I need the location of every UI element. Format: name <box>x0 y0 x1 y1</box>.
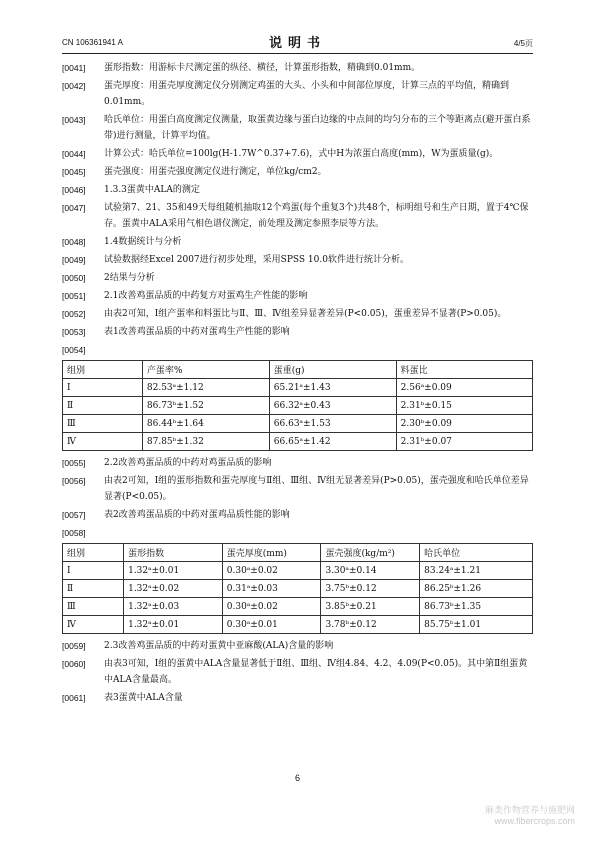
paragraph-text <box>104 525 533 541</box>
paragraph <box>62 78 533 110</box>
table-cell: 3.85ᵇ±0.21 <box>321 598 420 616</box>
paragraph-text: 蛋壳强度：用蛋壳强度测定仪进行测定，单位kg/cm2。 <box>104 167 327 177</box>
table-cell: 3.75ᵇ±0.12 <box>321 580 420 598</box>
paragraph-number: [0041] <box>62 63 86 73</box>
table-cell: Ⅱ <box>63 580 124 598</box>
page-indicator: 4/5页 <box>513 39 533 48</box>
paragraph-number: [0045] <box>62 167 86 177</box>
paragraph <box>62 455 533 471</box>
table-cell: 66.32ᵃ±0.43 <box>269 397 396 415</box>
table-cell: 0.30ᵃ±0.01 <box>222 616 321 634</box>
table-cell: Ⅲ <box>63 415 143 433</box>
paragraph-text: 表3蛋黄中ALA含量 <box>104 693 183 703</box>
watermark-site-name: 麻类作物营养与施肥网 <box>484 805 575 815</box>
column-header: 料蛋比 <box>396 361 532 379</box>
paragraph-text: 蛋壳厚度：用蛋壳厚度测定仪分别测定鸡蛋的大头、小头和中间部位厚度，计算三点的平均值，精确到0.01mm。 <box>104 81 510 107</box>
paragraph-text: 2.2改善鸡蛋品质的中药对鸡蛋品质的影响 <box>104 458 272 468</box>
paragraph <box>62 324 533 340</box>
table-header-row <box>63 544 533 562</box>
paragraph-text: 1.4数据统计与分析 <box>104 237 182 247</box>
paragraph-number: [0054] <box>62 345 86 355</box>
table-cell: I <box>63 379 143 397</box>
column-header: 组别 <box>63 361 143 379</box>
document-number: CN 106361941 A <box>62 38 123 47</box>
paragraph-number: [0044] <box>62 149 86 159</box>
table-cell: 66.65ᵃ±1.42 <box>269 433 396 451</box>
paragraph-text: 2.3改善鸡蛋品质的中药对蛋黄中亚麻酸(ALA)含量的影响 <box>104 641 334 651</box>
paragraph-number: [0051] <box>62 291 86 301</box>
paragraph-number: [0042] <box>62 81 86 91</box>
watermark <box>485 803 575 826</box>
paragraph-number: [0050] <box>62 273 86 283</box>
paragraph-number: [0046] <box>62 185 86 195</box>
table-cell: 2.30ᵇ±0.09 <box>396 415 532 433</box>
paragraph-number: [0061] <box>62 693 86 703</box>
paragraph-text: 由表2可知，I组产蛋率和料蛋比与Ⅱ、Ⅲ、Ⅳ组差异显著差异(P<0.05)，蛋重差异不显著(P>0.05)。 <box>104 309 507 319</box>
table-cell: 86.25ᵇ±1.26 <box>420 580 533 598</box>
paragraph-text: 计算公式：哈氏单位=100lg(H-1.7W^0.37+7.6)，式中H为浓蛋白高度(mm)，W为蛋质量(g)。 <box>104 149 499 159</box>
table-row <box>63 433 533 451</box>
paragraph-text: 2.1改善鸡蛋品质的中药复方对蛋鸡生产性能的影响 <box>104 291 308 301</box>
page-header <box>62 30 533 52</box>
table-cell: 2.31ᵇ±0.07 <box>396 433 532 451</box>
paragraph-number: [0056] <box>62 476 86 486</box>
table-cell: 65.21ᵃ±1.43 <box>269 379 396 397</box>
paragraph <box>62 252 533 268</box>
paragraph-text: 2结果与分析 <box>104 273 155 283</box>
paragraph <box>62 473 533 505</box>
paragraph <box>62 288 533 304</box>
table-cell: Ⅳ <box>63 616 124 634</box>
paragraph-number: [0043] <box>62 115 86 125</box>
paragraph-text: 哈氏单位：用蛋白高度测定仪测量，取蛋黄边缘与蛋白边缘的中点间的均匀分布的三个等距离点(避开蛋白系带)进行测量，计算平均值。 <box>104 115 531 141</box>
paragraph <box>62 525 533 541</box>
table-cell: 86.44ᵇ±1.64 <box>142 415 269 433</box>
table-cell: 1.32ᵃ±0.01 <box>124 616 223 634</box>
paragraph-text: 表1改善鸡蛋品质的中药对蛋鸡生产性能的影响 <box>104 327 290 337</box>
paragraph <box>62 164 533 180</box>
paragraph <box>62 690 533 706</box>
paragraph-text: 试验数据经Excel 2007进行初步处理，采用SPSS 10.0软件进行统计分析。 <box>104 255 409 265</box>
table-cell: 0.31ᵃ±0.03 <box>222 580 321 598</box>
table-cell: 87.85ᵇ±1.32 <box>142 433 269 451</box>
table-cell: 2.56ᵃ±0.09 <box>396 379 532 397</box>
paragraph <box>62 200 533 232</box>
table-cell: 0.30ᵃ±0.02 <box>222 598 321 616</box>
table-cell: 3.78ᵇ±0.12 <box>321 616 420 634</box>
paragraph-number: [0055] <box>62 458 86 468</box>
table-production-performance <box>62 360 533 451</box>
table-row <box>63 397 533 415</box>
paragraph <box>62 112 533 144</box>
paragraph <box>62 270 533 286</box>
table-cell: 1.32ᵃ±0.02 <box>124 580 223 598</box>
table-cell: 82.53ᵃ±1.12 <box>142 379 269 397</box>
column-header: 蛋壳强度(kg/m²) <box>321 544 420 562</box>
paragraph <box>62 182 533 198</box>
paragraph-number: [0060] <box>62 659 86 669</box>
document-body <box>62 60 533 708</box>
table-row <box>63 562 533 580</box>
column-header: 蛋形指数 <box>124 544 223 562</box>
paragraph <box>62 507 533 523</box>
table-row <box>63 598 533 616</box>
table-cell: 0.30ᵃ±0.02 <box>222 562 321 580</box>
table-row <box>63 415 533 433</box>
page-title: 说明书 <box>268 36 326 51</box>
paragraph-text <box>104 342 533 358</box>
header-divider <box>62 53 533 54</box>
paragraph-group-1 <box>62 60 533 358</box>
paragraph-number: [0057] <box>62 510 86 520</box>
table-cell: 2.31ᵇ±0.15 <box>396 397 532 415</box>
table-cell: 86.73ᵇ±1.52 <box>142 397 269 415</box>
page-number: 6 <box>294 773 300 783</box>
paragraph-number: [0048] <box>62 237 86 247</box>
table-header-row <box>63 361 533 379</box>
table-cell: 1.32ᵃ±0.01 <box>124 562 223 580</box>
paragraph-number: [0058] <box>62 528 86 538</box>
table-cell: 3.30ᵃ±0.14 <box>321 562 420 580</box>
table-cell: Ⅳ <box>63 433 143 451</box>
table-cell: 66.63ᵃ±1.53 <box>269 415 396 433</box>
paragraph-text: 蛋形指数：用游标卡尺测定蛋的纵径、横径，计算蛋形指数，精确到0.01mm。 <box>104 63 421 73</box>
paragraph <box>62 60 533 76</box>
table-cell: 86.73ᵇ±1.35 <box>420 598 533 616</box>
column-header: 哈氏单位 <box>420 544 533 562</box>
table-row <box>63 616 533 634</box>
paragraph <box>62 342 533 358</box>
paragraph-text: 1.3.3蛋黄中ALA的测定 <box>104 185 200 195</box>
paragraph-text: 试验第7、21、35和49天每组随机抽取12个鸡蛋(每个重复3个)共48个，标明组号和生产日期，置于4℃保存。蛋黄中ALA采用气相色谱仪测定，前处理及测定参照李辰等方法。 <box>104 203 529 229</box>
paragraph-group-3 <box>62 638 533 706</box>
paragraph <box>62 306 533 322</box>
paragraph-number: [0053] <box>62 327 86 337</box>
table-cell: Ⅱ <box>63 397 143 415</box>
table-cell: I <box>63 562 124 580</box>
paragraph-number: [0047] <box>62 203 86 213</box>
table-egg-quality <box>62 543 533 634</box>
paragraph <box>62 146 533 162</box>
watermark-url: www.fibercrops.com <box>494 816 575 826</box>
column-header: 蛋重(g) <box>269 361 396 379</box>
paragraph-text: 表2改善鸡蛋品质的中药对蛋鸡品质性能的影响 <box>104 510 290 520</box>
table-row <box>63 580 533 598</box>
paragraph <box>62 656 533 688</box>
table-cell: 85.75ᵇ±1.01 <box>420 616 533 634</box>
table-row <box>63 379 533 397</box>
paragraph-number: [0052] <box>62 309 86 319</box>
paragraph <box>62 234 533 250</box>
table-cell: 1.32ᵃ±0.03 <box>124 598 223 616</box>
paragraph-number: [0049] <box>62 255 86 265</box>
column-header: 组别 <box>63 544 124 562</box>
table-cell: 83.24ᵃ±1.21 <box>420 562 533 580</box>
paragraph-text: 由表3可知，I组的蛋黄中ALA含量显著低于Ⅱ组、Ⅲ组、Ⅳ组4.84、4.2、4.09(P<0.05)。其中第Ⅱ组蛋黄中ALA含量最高。 <box>104 659 528 685</box>
column-header: 产蛋率% <box>142 361 269 379</box>
table-cell: Ⅲ <box>63 598 124 616</box>
paragraph-text: 由表2可知，I组的蛋形指数和蛋壳厚度与Ⅱ组、Ⅲ组、Ⅳ组无显著差异(P>0.05)，蛋壳强度和哈氏单位差异显著(P<0.05)。 <box>104 476 529 502</box>
paragraph <box>62 638 533 654</box>
paragraph-group-2 <box>62 455 533 541</box>
paragraph-number: [0059] <box>62 641 86 651</box>
column-header: 蛋壳厚度(mm) <box>222 544 321 562</box>
